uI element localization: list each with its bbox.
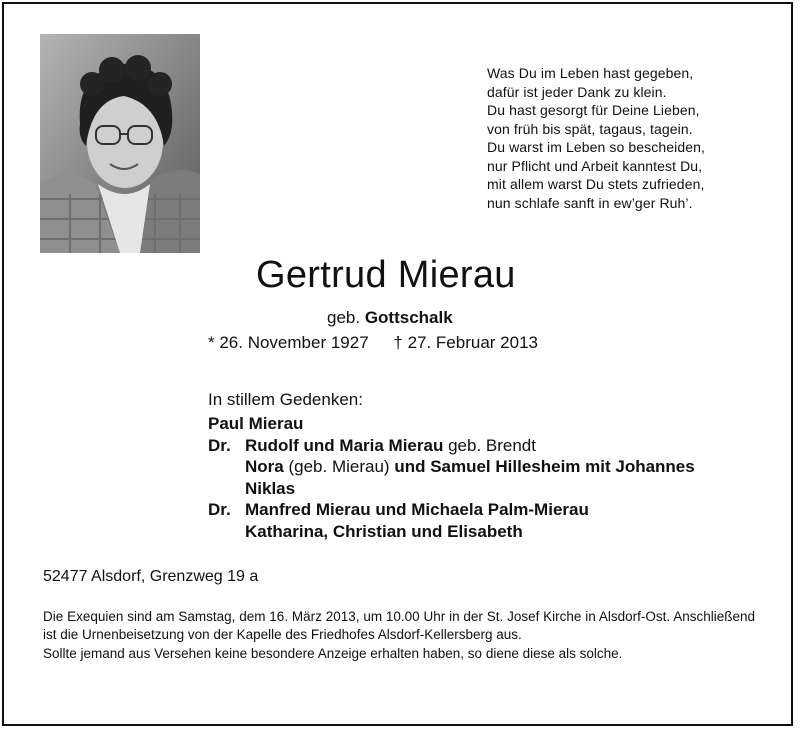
family-title: Dr. — [208, 500, 231, 519]
funeral-notice — [43, 608, 755, 663]
family-member: Nora — [245, 457, 284, 476]
poem-line: Du hast gesorgt für Deine Lieben, — [487, 102, 700, 118]
family-list — [208, 413, 695, 542]
maiden-name-prefix: geb. — [327, 308, 361, 327]
life-dates — [208, 333, 538, 353]
family-member: Katharina, Christian und Elisabeth — [245, 521, 523, 541]
family-note: (geb. Mierau) — [288, 457, 390, 476]
poem-line: von früh bis spät, tagaus, tagein. — [487, 120, 693, 137]
family-row — [208, 499, 695, 521]
family-row — [208, 413, 695, 435]
poem — [487, 64, 705, 212]
deceased-name: Gertrud Mierau — [256, 254, 516, 296]
poem-line: nun schlafe sanft in ew’ger Ruh’. — [487, 194, 693, 211]
death-date: † 27. Februar 2013 — [393, 333, 538, 352]
poem-line: mit allem warst Du stets zufrieden, — [487, 176, 705, 192]
maiden-name — [327, 308, 453, 328]
family-row — [208, 435, 695, 457]
address: 52477 Alsdorf, Grenzweg 19 a — [43, 568, 259, 585]
family-note: geb. Brendt — [448, 435, 536, 455]
notice-paragraph: Sollte jemand aus Versehen keine besondere Anzeige erhalten haben, so diene diese als solche. — [43, 645, 623, 661]
poem-line: nur Pflicht und Arbeit kanntest Du, — [487, 157, 703, 174]
family-row — [208, 521, 695, 543]
notice-paragraph: Die Exequien sind am Samstag, dem 16. März 2013, um 10.00 Uhr in der St. Josef Kirche in Alsdorf-Ost. Anschließend ist die Urnenbeisetzung von der Kapelle des Friedhofes Alsdorf-Kellersberg aus. — [43, 609, 755, 643]
birth-date: * 26. November 1927 — [208, 333, 369, 352]
poem-line: Du warst im Leben so bescheiden, — [487, 139, 705, 155]
family-member: und Samuel Hillesheim mit Johannes — [394, 457, 695, 476]
family-row — [208, 456, 695, 478]
poem-line: Was Du im Leben hast gegeben, — [487, 65, 694, 81]
poem-line: dafür ist jeder Dank zu klein. — [487, 83, 667, 100]
family-member: Paul Mierau — [208, 414, 304, 433]
family-title: Dr. — [208, 435, 231, 455]
family-row — [208, 478, 695, 500]
maiden-name-value: Gottschalk — [364, 308, 453, 327]
memorial-heading: In stillem Gedenken: — [208, 390, 363, 409]
family-member: Niklas — [245, 478, 296, 498]
portrait-photo — [40, 34, 200, 253]
family-member: Rudolf und Maria Mierau — [245, 435, 444, 455]
family-member: Manfred Mierau und Michaela Palm-Mierau — [245, 500, 589, 519]
